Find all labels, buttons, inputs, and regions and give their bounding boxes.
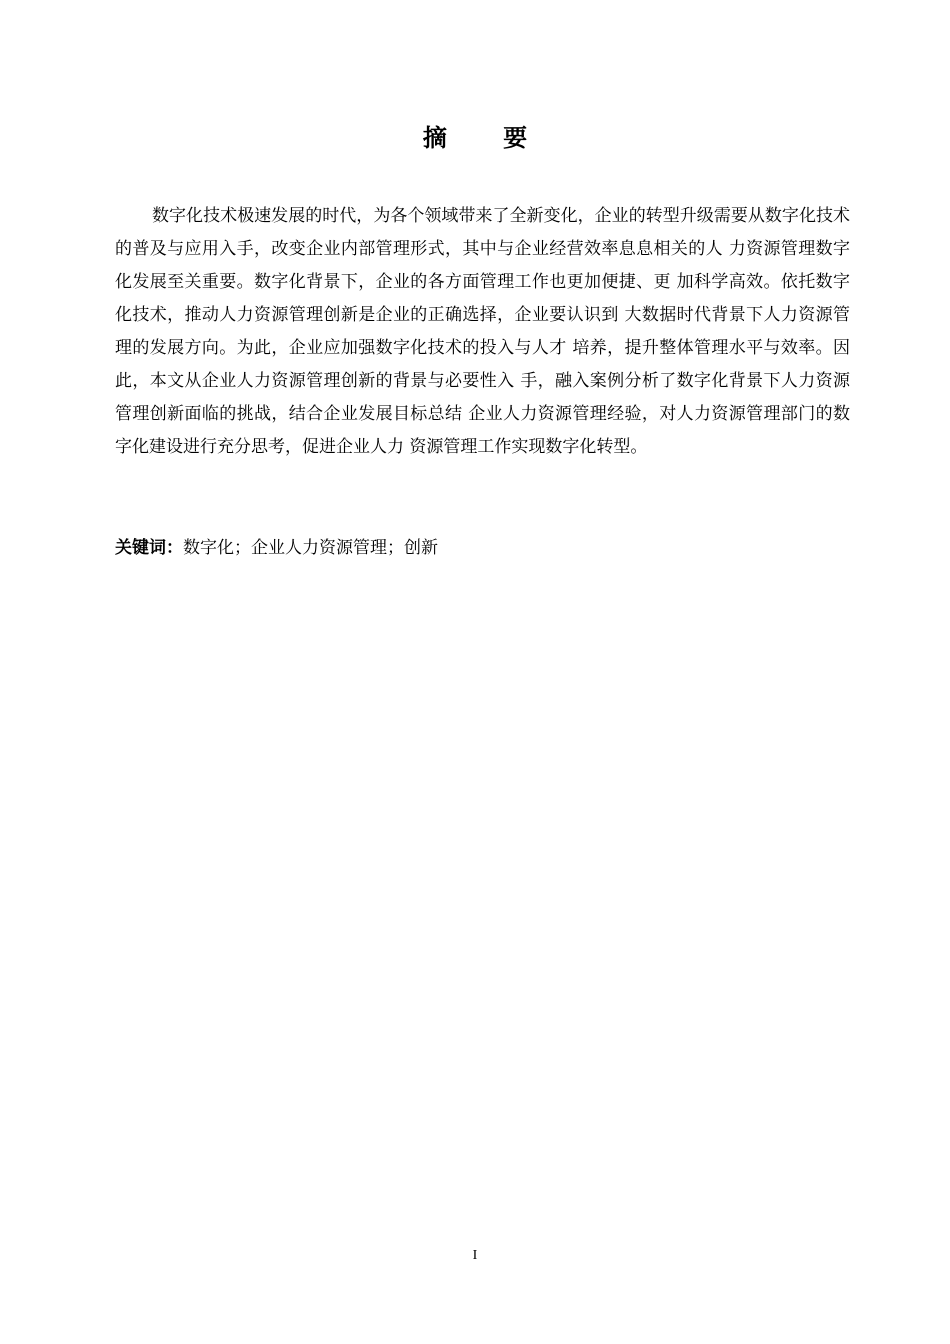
keywords-label: 关键词： [115,538,183,558]
keywords-line [115,532,850,565]
page-number: I [472,1248,478,1263]
keywords-value: 数字化；企业人力资源管理；创新 [183,538,438,558]
abstract-body: 数字化技术极速发展的时代，为各个领域带来了全新变化，企业的转型升级需要从数字化技术的普及与应用入手，改变企业内部管理形式，其中与企业经营效率息息相关的人 力资源管理数字化发展至关重要。数字化背景下，企业的各方面管理工作也更加便捷、更 加科学高效。依托数字化技术，推动人力资源管理创新是企业的正确选择，企业要认识到 大数据时代背景下人力资源管理的发展方向。为此，企业应加强数字化技术的投入与人才 培养，提升整体管理水平与效率。因此，本文从企业人力资源管理创新的背景与必要性入 手，融入案例分析了数字化背景下人力资源管理创新面临的挑战，结合企业发展目标总结 企业人力资源管理经验，对人力资源管理部门的数字化建设进行充分思考，促进企业人力 资源管理工作实现数字化转型。 [115,206,850,457]
abstract-title: 摘 要 [422,124,552,152]
